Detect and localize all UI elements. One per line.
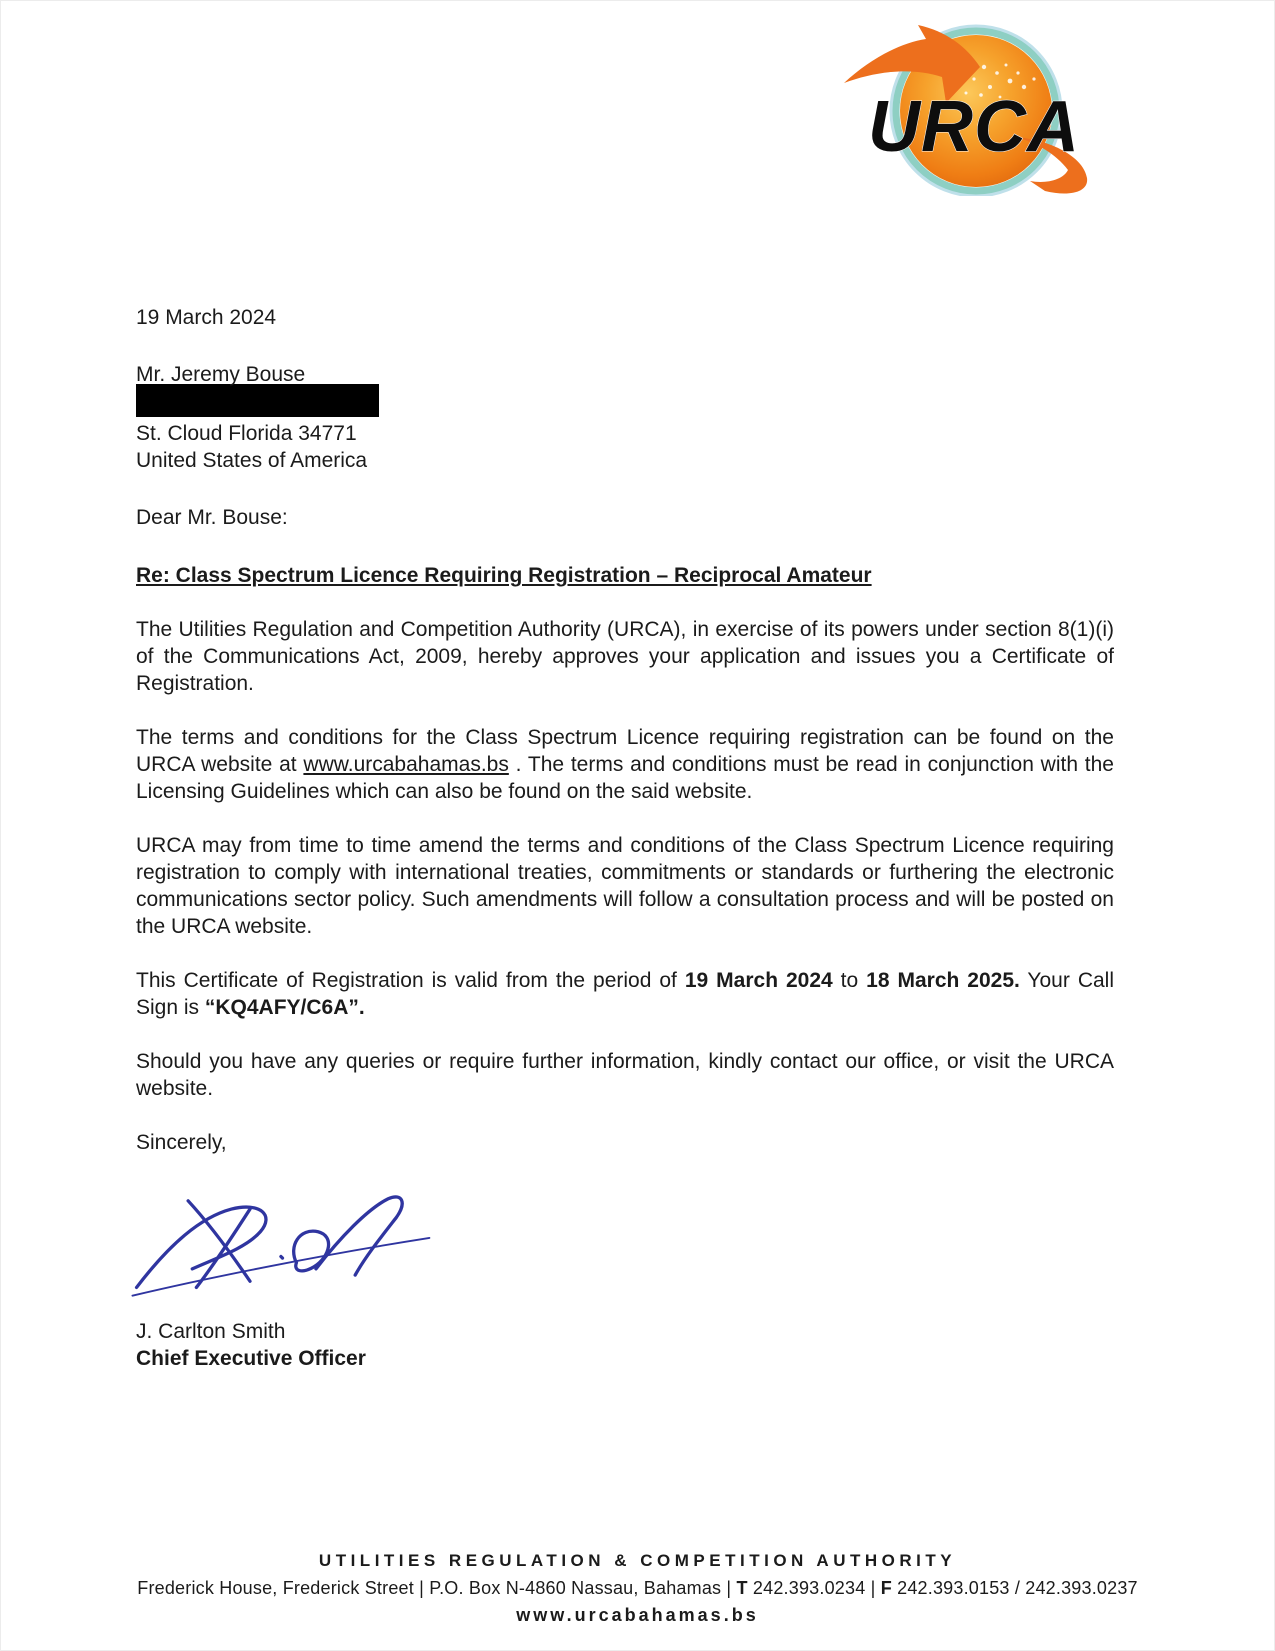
letter-date: 19 March 2024 bbox=[136, 306, 277, 329]
letter-body bbox=[136, 304, 1114, 1372]
footer-website: www.urcabahamas.bs bbox=[516, 1605, 759, 1625]
paragraph-queries: Should you have any queries or require further information, kindly contact our office, or visit the URCA website. bbox=[136, 1050, 1114, 1100]
validity-start-date: 19 March 2024 bbox=[684, 969, 833, 992]
redacted-address-bar bbox=[136, 384, 379, 417]
terms-text-before-link: The terms and conditions for the Class Spectrum Licence requiring registration can be found on the URCA website at bbox=[136, 726, 1114, 776]
footer-street-address: Frederick House, Frederick Street | P.O. Box N-4860 Nassau, Bahamas | bbox=[137, 1578, 737, 1598]
urca-website-link[interactable]: www.urcabahamas.bs bbox=[303, 753, 509, 776]
urca-logo bbox=[834, 21, 1094, 196]
closing: Sincerely, bbox=[136, 1131, 227, 1154]
recipient-name: Mr. Jeremy Bouse bbox=[136, 363, 306, 386]
footer-address-line bbox=[1, 1578, 1274, 1599]
signer-title: Chief Executive Officer bbox=[136, 1347, 366, 1370]
subject-line: Re: Class Spectrum Licence Requiring Registration – Reciprocal Amateur bbox=[136, 564, 872, 587]
signature bbox=[128, 1174, 1114, 1306]
validity-text-after: Your Call Sign is bbox=[136, 969, 1114, 1019]
letterhead-footer bbox=[1, 1551, 1274, 1626]
salutation: Dear Mr. Bouse: bbox=[136, 506, 288, 529]
validity-end-date: 18 March 2025. bbox=[866, 969, 1020, 992]
footer-org-name: UTILITIES REGULATION & COMPETITION AUTHORITY bbox=[318, 1551, 957, 1570]
footer-fax-number: 242.393.0153 / 242.393.0237 bbox=[891, 1578, 1138, 1598]
validity-text-before: This Certificate of Registration is valid from the period of bbox=[136, 969, 685, 992]
signer-name: J. Carlton Smith bbox=[136, 1320, 286, 1343]
validity-text-mid: to bbox=[832, 969, 867, 992]
footer-fax-label: F bbox=[880, 1578, 892, 1598]
footer-phone-label: T bbox=[736, 1578, 748, 1598]
recipient-country: United States of America bbox=[136, 449, 368, 472]
paragraph-validity bbox=[136, 967, 1114, 1021]
paragraph-amendments: URCA may from time to time amend the terms and conditions of the Class Spectrum Licence requiring registration to comply with international treaties, commitments or standards or furthering the electronic communications sector policy. Such amendments will follow a consultation process and will be posted on the URCA website. bbox=[136, 834, 1114, 938]
paragraph-terms bbox=[136, 724, 1114, 805]
footer-phone-number: 242.393.0234 | bbox=[747, 1578, 881, 1598]
terms-text-after-link: . The terms and conditions must be read in conjunction with the Licensing Guidelines which can also be found on the said website. bbox=[136, 753, 1114, 803]
signature-ink bbox=[128, 1174, 438, 1306]
paragraph-approval: The Utilities Regulation and Competition Authority (URCA), in exercise of its powers under section 8(1)(i) of the Communications Act, 2009, hereby approves your application and issues you a Certificate of Registration. bbox=[136, 618, 1114, 695]
urca-wordmark: URCA bbox=[868, 87, 1080, 167]
urca-logo-graphic bbox=[834, 21, 1094, 196]
recipient-city: St. Cloud Florida 34771 bbox=[136, 422, 357, 445]
call-sign: “KQ4AFY/C6A”. bbox=[204, 996, 365, 1019]
